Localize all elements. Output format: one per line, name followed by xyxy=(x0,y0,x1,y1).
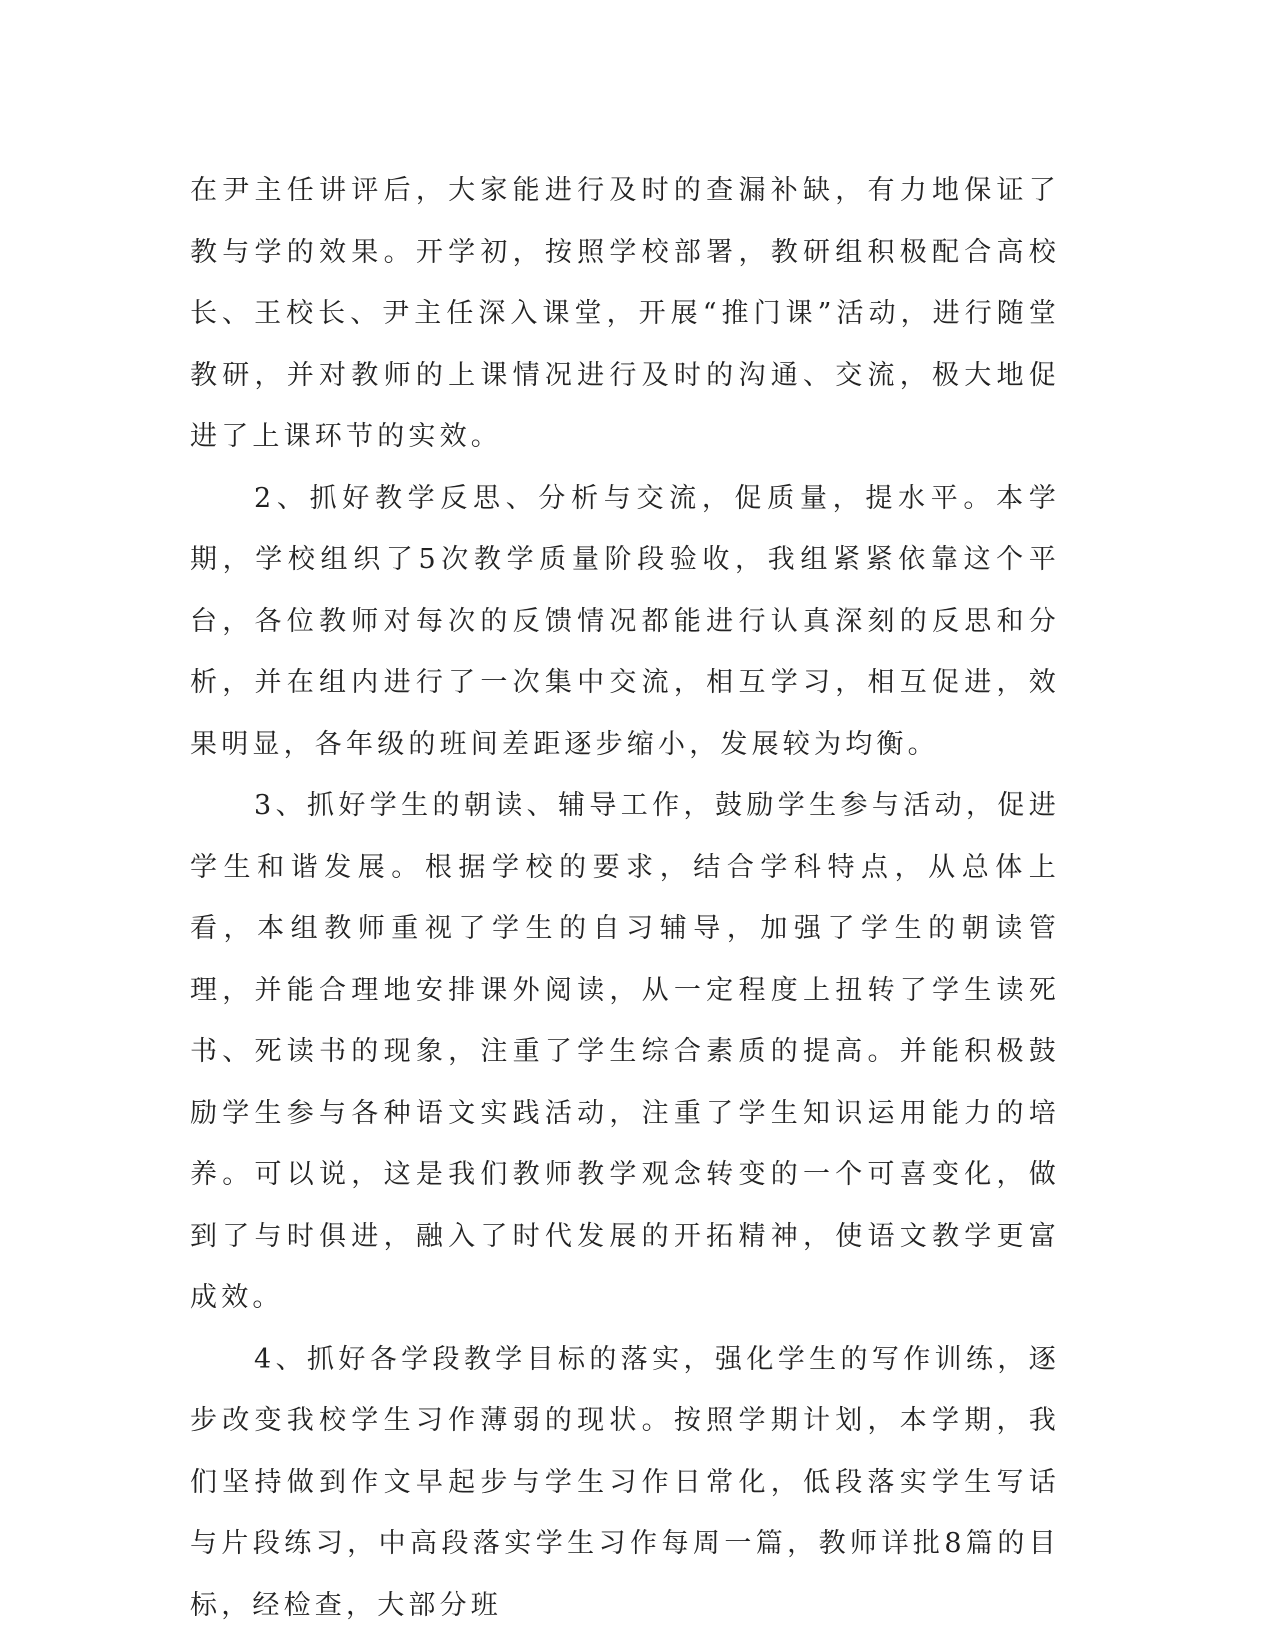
paragraph-3: 3、抓好学生的朝读、辅导工作，鼓励学生参与活动，促进学生和谐发展。根据学校的要求，结合学科特点，从总体上看，本组教师重视了学生的自习辅导，加强了学生的朝读管理，并能合理地安排课外阅读，从一定程度上扭转了学生读死书、死读书的现象，注重了学生综合素质的提高。并能积极鼓励学生参与各种语文实践活动，注重了学生知识运用能力的培养。可以说，这是我们教师教学观念转变的一个可喜变化，做到了与时俱进，融入了时代发展的开拓精神，使语文教学更富成效。 xyxy=(190,790,1060,1313)
paragraph-4: 4、抓好各学段教学目标的落实，强化学生的写作训练，逐步改变我校学生习作薄弱的现状。按照学期计划，本学期，我们坚持做到作文早起步与学生习作日常化，低段落实学生写话与片段练习，中高段落实学生习作每周一篇，教师详批8篇的目标，经检查，大部分班 xyxy=(190,1343,1060,1621)
paragraph-1: 在尹主任讲评后，大家能进行及时的查漏补缺，有力地保证了教与学的效果。开学初，按照学校部署，教研组积极配合高校长、王校长、尹主任深入课堂，开展“推门课”活动，进行随堂教研，并对教师的上课情况进行及时的沟通、交流，极大地促进了上课环节的实效。 xyxy=(190,175,1060,452)
document-body xyxy=(190,160,1060,1636)
paragraph-2: 2、抓好教学反思、分析与交流，促质量，提水平。本学期，学校组织了5次教学质量阶段验收，我组紧紧依靠这个平台，各位教师对每次的反馈情况都能进行认真深刻的反思和分析，并在组内进行了一次集中交流，相互学习，相互促进，效果明显，各年级的班间差距逐步缩小，发展较为均衡。 xyxy=(190,482,1060,760)
